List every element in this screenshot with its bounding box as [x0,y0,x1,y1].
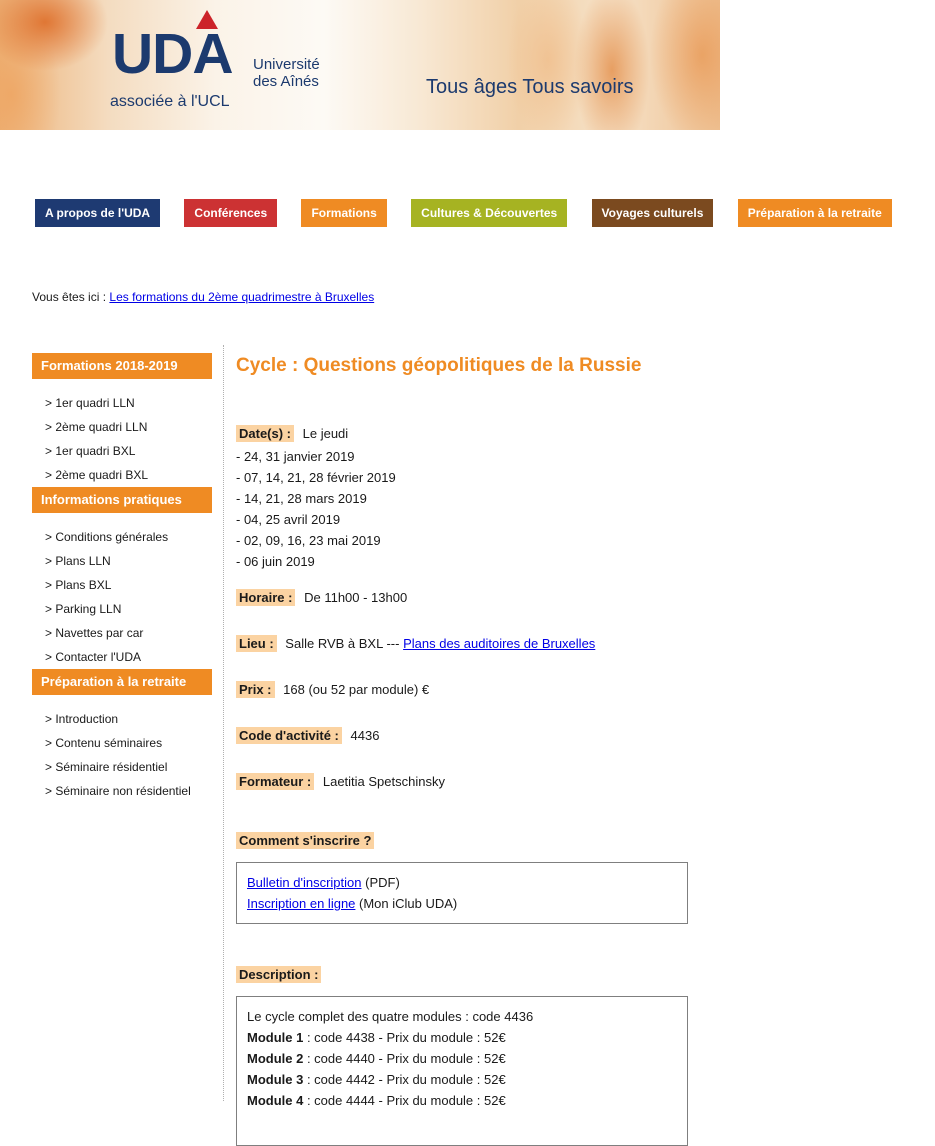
logo-subtitle-line2: des Aînés [253,73,319,90]
sidebar-list-preparation [32,707,223,803]
prix-value: 168 (ou 52 par module) € [283,682,430,697]
description-intro: Le cycle complet des quatre modules : code 4436 [247,1009,534,1024]
sidebar-item-contacter[interactable]: > Contacter l'UDA [32,645,223,669]
sidebar-item-contenu-seminaires[interactable]: > Contenu séminaires [32,731,223,755]
module-line: Module 1 : code 4438 - Prix du module : 52€ [247,1030,506,1045]
breadcrumb-link[interactable]: Les formations du 2ème quadrimestre à Bruxelles [109,290,375,304]
logo-association-text: associée à l'UCL [110,93,230,110]
sidebar-item-navettes[interactable]: > Navettes par car [32,621,223,645]
module-line: Module 3 : code 4442 - Prix du module : 52€ [247,1072,506,1087]
formateur-value: Laetitia Spetschinsky [322,774,445,789]
dates-label: Date(s) : [236,425,294,442]
date-line: - 07, 14, 21, 28 février 2019 [236,470,396,485]
sidebar-item-conditions[interactable]: > Conditions générales [32,525,223,549]
field-formateur [236,773,688,790]
sidebar-header-formations[interactable]: Formations 2018-2019 [32,353,212,379]
sidebar-item-plans-bxl[interactable]: > Plans BXL [32,573,223,597]
date-line: - 04, 25 avril 2019 [236,512,341,527]
inscription-line [247,893,677,914]
sidebar-item-seminaire-residentiel[interactable]: > Séminaire résidentiel [32,755,223,779]
logo-subtitle-line1: Université [253,56,320,73]
sidebar-item-parking-lln[interactable]: > Parking LLN [32,597,223,621]
breadcrumb [32,290,374,304]
inscription-box [236,862,688,924]
code-activite-value: 4436 [350,728,380,743]
field-code-activite [236,727,688,744]
inscription-header: Comment s'inscrire ? [236,832,688,849]
lieu-label: Lieu : [236,635,277,652]
bulletin-inscription-link[interactable]: Bulletin d'inscription [247,875,362,890]
field-prix [236,681,688,698]
lieu-plans-link[interactable]: Plans des auditoires de Bruxelles [403,636,596,651]
sidebar-header-preparation-retraite[interactable]: Préparation à la retraite [32,669,212,695]
sidebar-list-formations [32,391,223,487]
page-title: Cycle : Questions géopolitiques de la Russie [236,355,642,376]
nav-item-voyages[interactable]: Voyages culturels [592,199,714,227]
horaire-value: De 11h00 - 13h00 [304,590,408,605]
description-box [236,996,688,1146]
tagline: Tous âges Tous savoirs [426,76,634,98]
bulletin-suffix: (PDF) [361,875,400,890]
sidebar-header-infos-pratiques[interactable]: Informations pratiques [32,487,212,513]
content-area [32,345,688,1108]
description-header: Description : [236,966,688,983]
sidebar-list-infos [32,525,223,669]
field-dates [236,425,688,442]
sidebar-item-seminaire-non-residentiel[interactable]: > Séminaire non résidentiel [32,779,223,803]
nav-item-preparation[interactable]: Préparation à la retraite [738,199,892,227]
lieu-value: Salle RVB à BXL --- [285,636,400,651]
inscription-line [247,872,677,893]
inscription-suffix: (Mon iClub UDA) [355,896,458,911]
date-line: - 06 juin 2019 [236,554,315,569]
sidebar-item-1er-quadri-bxl[interactable]: > 1er quadri BXL [32,439,223,463]
main-content [223,345,688,1108]
field-horaire [236,589,688,606]
uda-logo[interactable]: UDA [112,22,233,86]
nav-item-formations[interactable]: Formations [301,199,386,227]
inscription-en-ligne-link[interactable]: Inscription en ligne [247,896,356,911]
sidebar-item-introduction[interactable]: > Introduction [32,707,223,731]
code-activite-label: Code d'activité : [236,727,342,744]
nav-item-a-propos[interactable]: A propos de l'UDA [35,199,160,227]
breadcrumb-prefix: Vous êtes ici : [32,290,107,304]
sidebar [32,345,223,1101]
sidebar-item-plans-lln[interactable]: > Plans LLN [32,549,223,573]
sidebar-item-2eme-quadri-bxl[interactable]: > 2ème quadri BXL [32,463,223,487]
prix-label: Prix : [236,681,275,698]
nav-item-conferences[interactable]: Conférences [184,199,277,227]
date-line: - 14, 21, 28 mars 2019 [236,491,367,506]
sidebar-item-1er-quadri-lln[interactable]: > 1er quadri LLN [32,391,223,415]
header-banner [0,0,720,130]
date-line: - 02, 09, 16, 23 mai 2019 [236,533,381,548]
sidebar-item-2eme-quadri-lln[interactable]: > 2ème quadri LLN [32,415,223,439]
module-line: Module 2 : code 4440 - Prix du module : 52€ [247,1051,506,1066]
date-line: - 24, 31 janvier 2019 [236,449,355,464]
logo-subtitle [253,56,320,90]
nav-item-cultures[interactable]: Cultures & Découvertes [411,199,567,227]
dates-value: Le jeudi [302,426,349,441]
module-line: Module 4 : code 4444 - Prix du module : 52€ [247,1093,506,1108]
main-nav [35,199,935,227]
field-lieu [236,635,688,652]
horaire-label: Horaire : [236,589,295,606]
formateur-label: Formateur : [236,773,314,790]
dates-list [236,446,688,572]
